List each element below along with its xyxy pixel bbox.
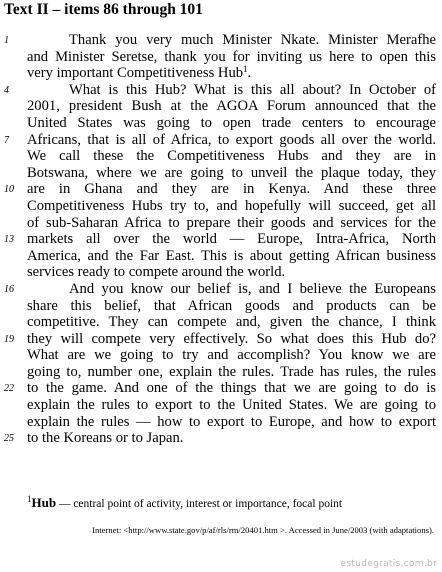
passage-line (27, 65, 436, 82)
passage-line (4, 81, 436, 99)
line-text: very important Competitiveness Hub (27, 65, 244, 82)
line-text: to the game. And one of the things that we are going to do is (27, 380, 436, 397)
line-text: Competitiveness Hubs try to, and hopefully will succeed, get all (27, 197, 436, 214)
passage-line (4, 430, 436, 447)
passage-line (27, 98, 436, 115)
passage-line (4, 330, 436, 348)
passage-line (27, 264, 436, 281)
line-number: 16 (4, 283, 14, 295)
passage-line (4, 32, 436, 49)
line-number: 7 (4, 134, 9, 146)
line-text: And you know our belief is, and I believe the Europeans (69, 280, 436, 297)
passage-line (4, 231, 436, 248)
footnote-definition: — central point of activity, interest or importance, focal point (56, 498, 343, 510)
passage-line (27, 298, 436, 315)
passage-line (27, 115, 436, 132)
line-number: 4 (4, 84, 9, 96)
line-text: going to, number one, explain the rules. Trade has rules, the rules (27, 363, 436, 380)
text-heading: Text II – items 86 through 101 (4, 1, 203, 18)
line-text: . (247, 65, 252, 82)
passage-line (27, 314, 436, 331)
line-number: 13 (4, 234, 14, 246)
passage-line (4, 280, 436, 298)
footnote (27, 495, 342, 511)
line-text: and Minister Seretse, thank you for inviting us here to open this (27, 48, 436, 65)
passage-line (27, 248, 436, 265)
line-number: 10 (4, 184, 14, 196)
line-text: United States was going to open trade centers to encourage (27, 114, 436, 131)
passage-line (27, 49, 436, 66)
footnote-marker: 1 (27, 494, 32, 504)
passage-line (4, 131, 436, 149)
passage-line (4, 181, 436, 198)
passage-line (27, 414, 436, 431)
line-text: to the Koreans or to Japan. (27, 430, 184, 447)
footnote-reference: 1 (243, 64, 248, 75)
line-text: America, and the Far East. This is about getting African business (27, 247, 436, 264)
line-text: explain the rules to export to the United States. We are going to (27, 397, 436, 414)
passage-line (27, 364, 436, 381)
line-text: What are we going to try and accomplish? You know we are (27, 347, 436, 364)
passage-line (27, 397, 436, 414)
line-number: 1 (4, 35, 9, 46)
source-citation: Internet: <http://www.state.gov/p/af/rls/rm/20401.htm >. Accessed in June/2003 (with adaptations). (92, 525, 434, 535)
line-text: share this belief, that African goods and products can be (27, 297, 436, 314)
line-text: Botswana, where we are going to unveil the plaque today, they (27, 164, 436, 181)
line-text: of sub-Saharan Africa to prepare their goods and services for the (27, 214, 436, 231)
passage-line (27, 198, 436, 215)
line-text: competitive. They can compete and, given the chance, I think (27, 314, 436, 331)
line-number: 22 (4, 383, 14, 395)
line-text: Africans, that is all of Africa, to export goods all over the world. (27, 131, 436, 148)
passage-line (27, 347, 436, 364)
passage-line (27, 165, 436, 182)
line-number: 19 (4, 333, 14, 345)
passage-line (27, 148, 436, 165)
passage-line (27, 215, 436, 232)
line-text: are in Ghana and they are in Kenya. And these three (27, 181, 436, 198)
line-text: services ready to compete around the world. (27, 264, 286, 281)
line-text: What is this Hub? What is this all about? In October of (69, 81, 436, 98)
line-text: they will compete very effectively. So what does this Hub do? (27, 330, 436, 347)
line-text: markets all over the world — Europe, Intra-Africa, North (27, 231, 436, 248)
line-text: 2001, president Bush at the AGOA Forum announced that the (27, 98, 436, 115)
footnote-term: Hub (31, 495, 57, 510)
passage-text (4, 32, 436, 447)
line-text: explain the rules — how to export to Europe, and how to export (27, 413, 436, 430)
watermark: estudegratis.com.br (340, 559, 437, 569)
passage-line (4, 380, 436, 397)
line-number: 25 (4, 433, 14, 445)
line-text: We call these the Competitiveness Hubs and they are in (27, 148, 436, 165)
line-text: Thank you very much Minister Nkate. Minister Merafhe (69, 32, 436, 48)
